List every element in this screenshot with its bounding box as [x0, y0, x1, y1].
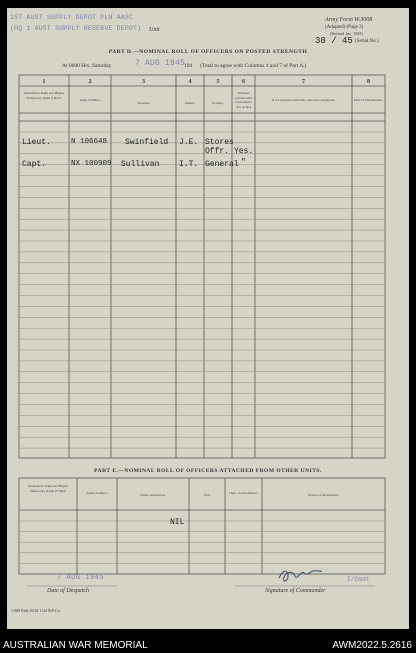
- serial-label: (Serial No.): [355, 39, 379, 44]
- col-number-5: 5: [216, 79, 220, 85]
- col-header-present: Whether present with Unit (Insert Yes or No): [234, 91, 253, 109]
- col-number-4: 4: [188, 79, 192, 85]
- part-e-nil: NIL: [170, 518, 185, 527]
- caption-source: AUSTRALIAN WAR MEMORIAL: [3, 640, 148, 651]
- col-number-8: 8: [367, 79, 370, 85]
- part-e-header-number: Army Number.: [86, 491, 108, 495]
- unit-label: Unit: [149, 27, 160, 33]
- col-header-initials: Initials.: [184, 101, 196, 105]
- part-e-header-date: Date of Attachment.: [229, 491, 258, 495]
- year-label: 194: [184, 63, 193, 69]
- form-revised: (Revised Jan., 1941): [330, 31, 363, 36]
- commander-signature: [279, 571, 322, 581]
- row-2-initials: I.T.: [179, 160, 199, 169]
- col-header-posting: Posting.: [212, 101, 224, 105]
- despatch-date-stamp: 7 AUG 1945: [57, 574, 105, 582]
- row-1-rank: Lieut.: [22, 138, 51, 147]
- date-stamp: 7 AUG 1945: [135, 59, 186, 68]
- part-e-header-unit: Unit.: [203, 493, 211, 497]
- form-page: [7, 8, 409, 629]
- part-e-header-name: Name and Initials.: [140, 493, 166, 497]
- at-hours-label: At 0600 Hrs. Saturday: [62, 63, 112, 69]
- col-number-7: 7: [302, 79, 305, 85]
- commander-stamp: I/Cmdt: [347, 576, 370, 583]
- part-d-title: PART D.—NOMINAL ROLL OF OFFICERS ON POSTED STRENGTH: [108, 49, 308, 55]
- col-number-6: 6: [242, 79, 245, 85]
- col-number-1: 1: [42, 79, 46, 85]
- part-d-grid: [7, 8, 409, 629]
- row-1-number: N 106648: [71, 138, 108, 146]
- col-header-detachment-date: Date of Detachment.: [353, 98, 384, 102]
- part-e-title: PART E.—NOMINAL ROLL OF OFFICERS ATTACHED FROM OTHER UNITS.: [94, 468, 322, 474]
- col-number-3: 3: [142, 79, 145, 85]
- row-2-posting: General: [205, 160, 239, 169]
- row-2-surname: Sullivan: [121, 160, 160, 169]
- row-1-posting: Stores: [205, 138, 234, 147]
- row-2-rank: Capt.: [22, 160, 47, 169]
- despatch-label: Date of Despatch: [47, 588, 89, 594]
- total-note: (Total to agree with Columns 4 and 7 of Part A.): [200, 63, 307, 69]
- row-1-present: Yes.: [234, 147, 254, 156]
- printer-note: 1,000 Pads 10/41 1/44 W.P.Co.: [11, 608, 61, 613]
- form-adapted: (Adapted) (Page 2): [325, 25, 364, 30]
- col-number-2: 2: [88, 79, 92, 85]
- col-header-employment: If not present with Unit, state how employed.: [271, 98, 336, 102]
- col-header-army-number: Army Number.: [79, 98, 101, 102]
- row-1-surname: Swinfield: [125, 138, 169, 147]
- col-header-surname: Surname.: [136, 101, 151, 105]
- row-2-number: NX 100909: [71, 160, 112, 168]
- part-e-header-nature: Nature of Attachment.: [307, 493, 340, 497]
- commander-label: Signature of Commander: [265, 588, 326, 594]
- unit-stamp-line-1: 1ST AUST SUPPLY DEPOT PLN AASC: [10, 14, 134, 21]
- row-1-initials: J.E.: [179, 138, 199, 147]
- col-header-rank: Substantive Rank and Higher Temporary Rank if Held.: [23, 91, 65, 100]
- row-1-posting-cont: Offr.: [205, 147, 230, 156]
- form-number: Army Form W.3008: [325, 17, 373, 23]
- caption-id: AWM2022.5.2616: [332, 640, 412, 651]
- row-2-present: ": [241, 158, 246, 167]
- serial-number: 38 / 45: [315, 36, 353, 46]
- part-e-header-rank: Substantive Rank and Higher Temporary Rank, if Held.: [27, 484, 69, 493]
- unit-stamp-line-2: (HQ 1 AUST SUPPLY RESERVE DEPOT): [10, 25, 142, 32]
